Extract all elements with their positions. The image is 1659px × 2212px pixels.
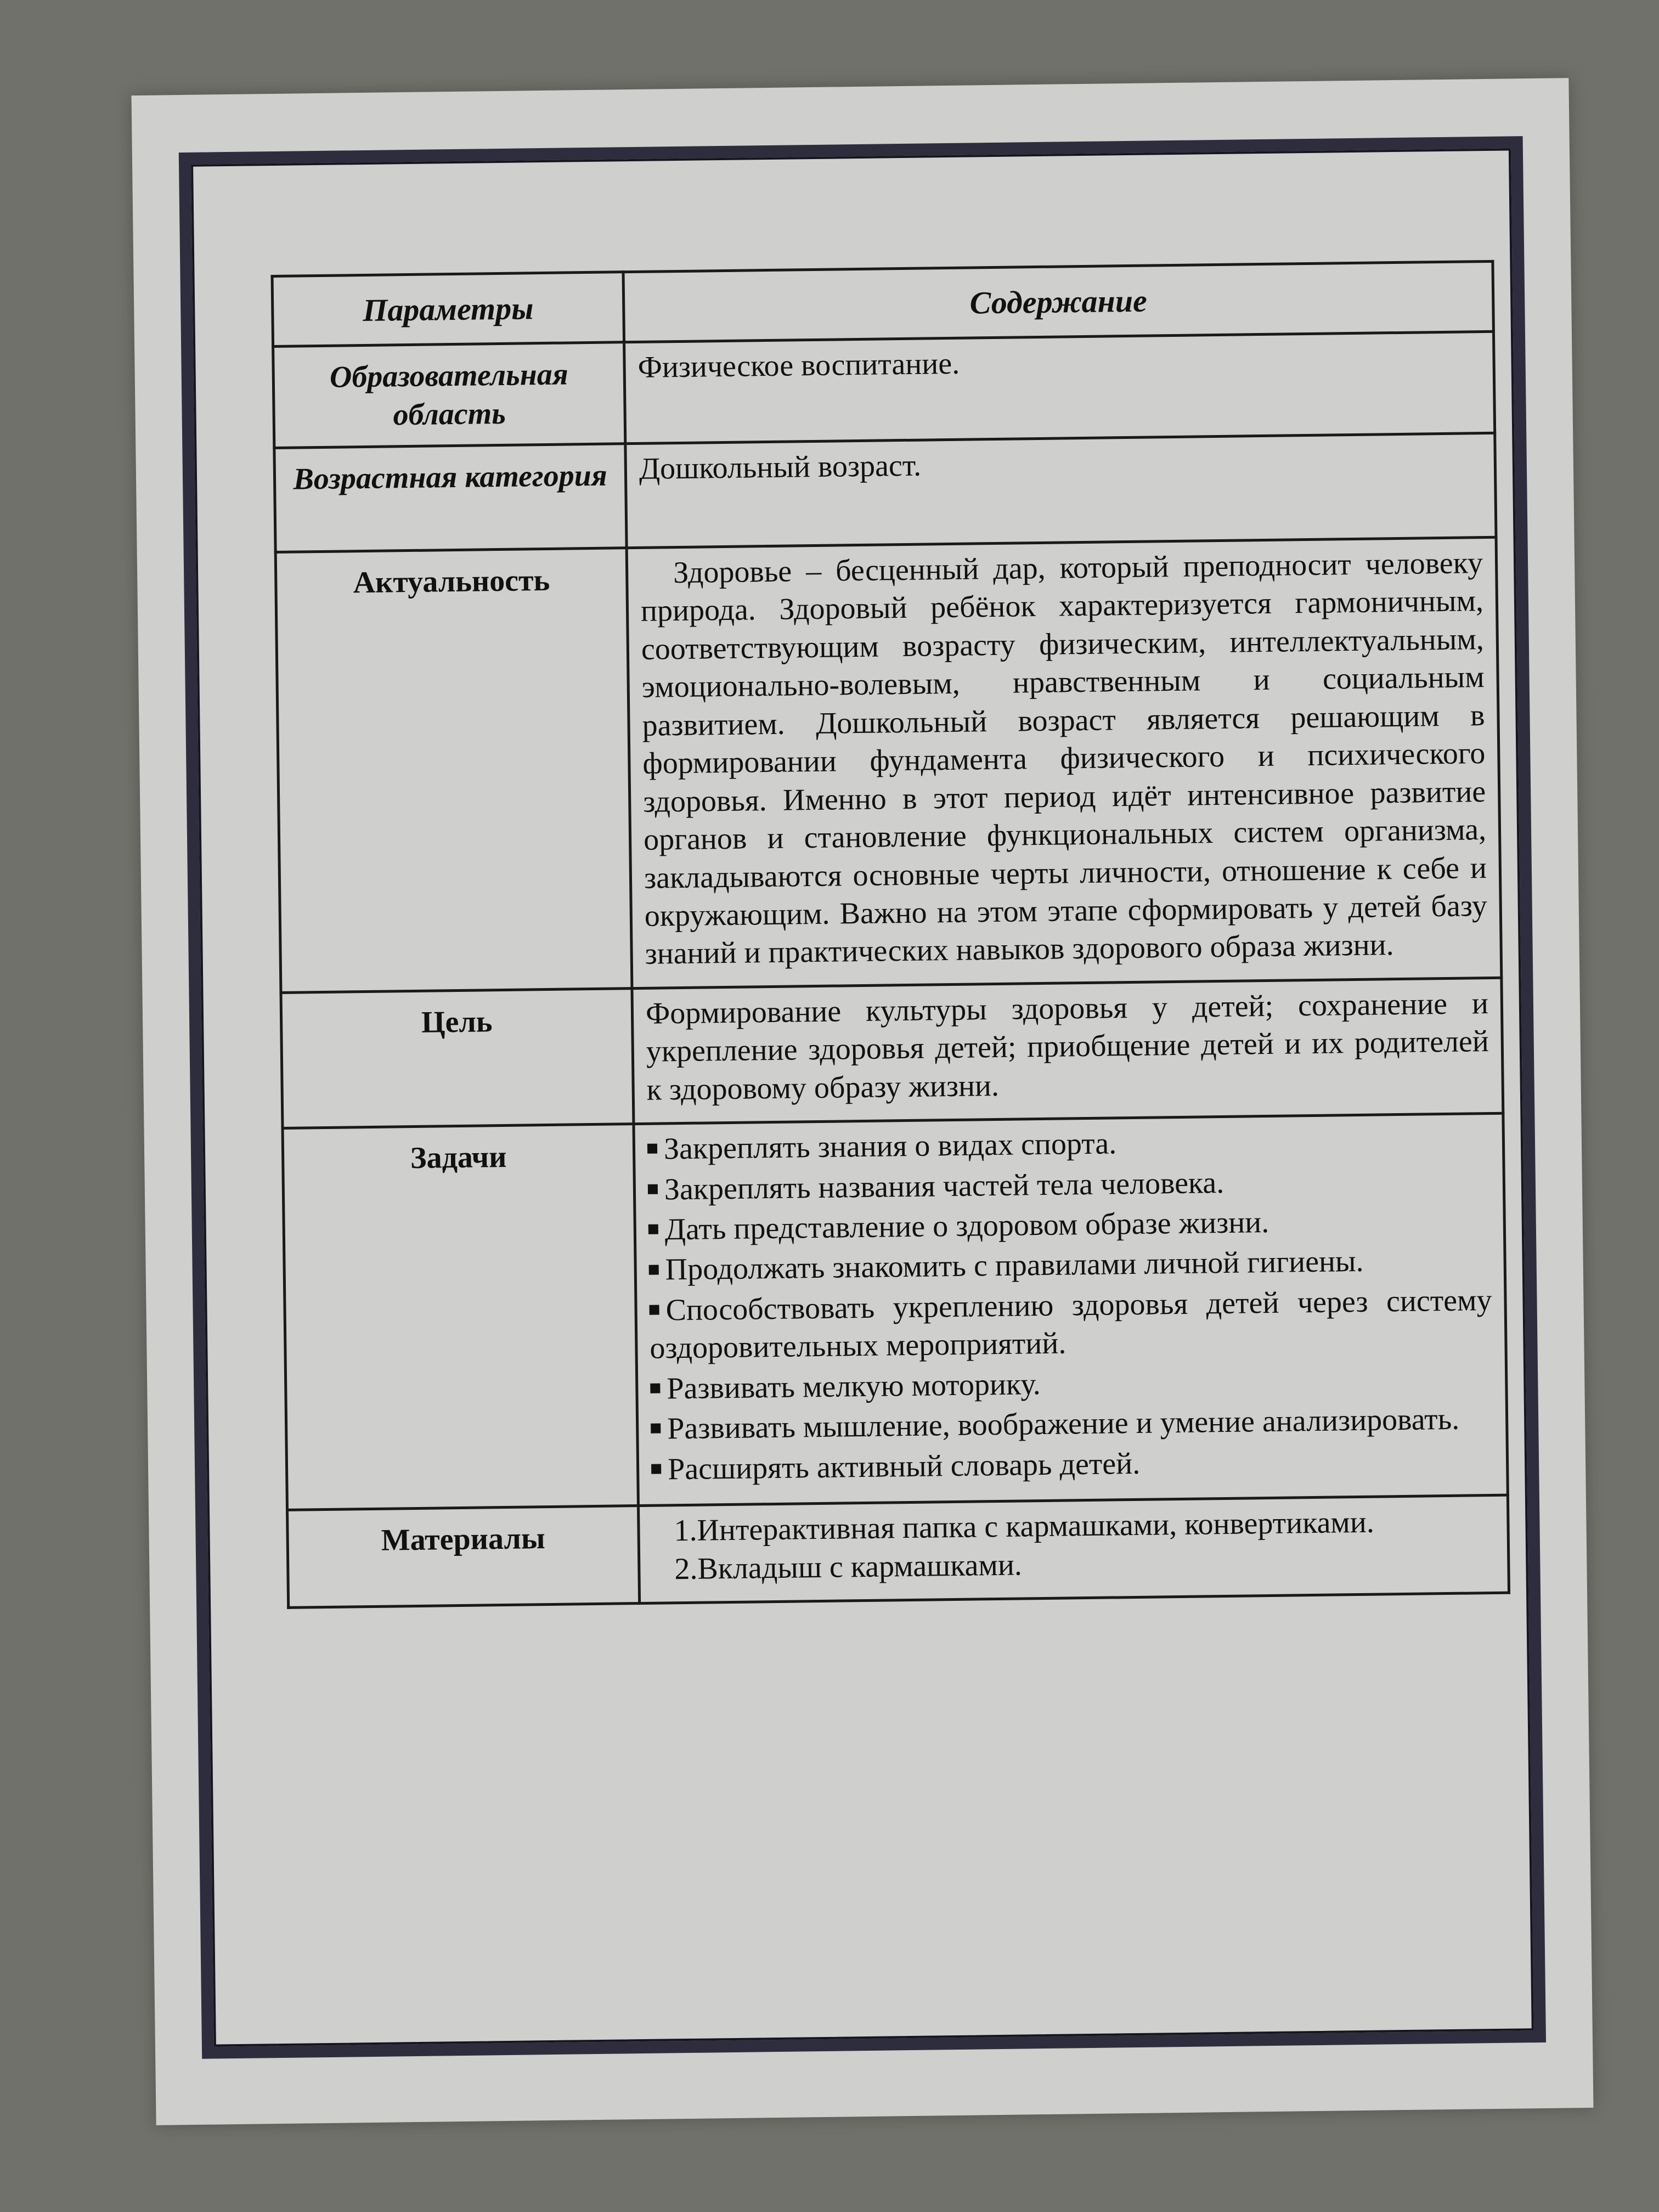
- list-item: Развивать мелкую моторику.: [650, 1360, 1493, 1408]
- row-label-educational-area: Образовательная область: [273, 342, 625, 448]
- square-bullet-icon: [647, 1144, 657, 1154]
- square-bullet-icon: [651, 1424, 661, 1434]
- header-parameters: Параметры: [272, 272, 624, 347]
- table-row: [274, 433, 1496, 552]
- tasks-list: [647, 1120, 1494, 1489]
- table-row: [275, 537, 1502, 992]
- square-bullet-icon: [650, 1305, 659, 1315]
- square-bullet-icon: [649, 1265, 659, 1274]
- table-row: [287, 1495, 1509, 1607]
- list-item: 1.Интерактивная папка с кармашками, конвертиками.: [674, 1505, 1375, 1548]
- list-item: Развивать мышление, воображение и умение анализировать.: [651, 1400, 1494, 1448]
- row-content-educational-area: Физическое воспитание.: [624, 331, 1495, 443]
- row-content-relevance: Здоровье – бесценный дар, который преподносит человеку природа. Здоровый ребёнок характеризуется гармоничным, соответствующим возрасту физическим, интеллектуальным, эмоционально-волевым, нравственным и социальным развитием. Дошкольный возраст является решающим в формировании фундамента физического и психического здоровья. Именно в этот период идёт интенсивное развитие органов и становление функциональных систем организма, закладываются основные черты личности, отношение к себе и окружающим. Важно на этом этапе сформировать у детей базу знаний и практических навыков здорового образа жизни.: [627, 537, 1502, 988]
- square-bullet-icon: [648, 1184, 658, 1194]
- list-item: Расширять активный словарь детей.: [651, 1441, 1494, 1489]
- table-row: [283, 1113, 1508, 1510]
- table-row: [281, 978, 1503, 1128]
- list-item: Закреплять названия частей тела человека.: [648, 1161, 1491, 1209]
- row-label-relevance: Актуальность: [275, 548, 632, 993]
- list-item: Закреплять знания о видах спорта.: [647, 1120, 1491, 1169]
- row-label-tasks: Задачи: [283, 1124, 638, 1510]
- list-item: Продолжать знакомить с правилами личной гигиены.: [648, 1241, 1492, 1289]
- row-label-age-category: Возрастная категория: [274, 444, 627, 552]
- row-content-materials: [638, 1495, 1509, 1603]
- row-content-goal: Формирование культуры здоровья у детей; сохранение и укрепление здоровья детей; приобщение детей и их родителей к здоровому образу жизни.: [632, 978, 1503, 1124]
- row-content-age-category: Дошкольный возраст.: [625, 433, 1496, 548]
- table-row: [273, 331, 1495, 448]
- square-bullet-icon: [648, 1224, 658, 1234]
- paper-sheet: [131, 78, 1593, 2125]
- project-passport-table: [271, 260, 1511, 1609]
- square-bullet-icon: [650, 1383, 660, 1393]
- list-item: Дать представление о здоровом образе жизни.: [648, 1201, 1491, 1249]
- square-bullet-icon: [651, 1464, 661, 1474]
- list-item: 2.Вкладыш с кармашками.: [674, 1548, 1023, 1586]
- header-content: Содержание: [623, 261, 1493, 342]
- list-item: Способствовать укреплению здоровья детей через систему оздоровительных мероприятий.: [650, 1283, 1492, 1366]
- row-content-tasks: [634, 1113, 1508, 1505]
- row-label-goal: Цель: [281, 988, 634, 1128]
- row-label-materials: Материалы: [287, 1506, 640, 1608]
